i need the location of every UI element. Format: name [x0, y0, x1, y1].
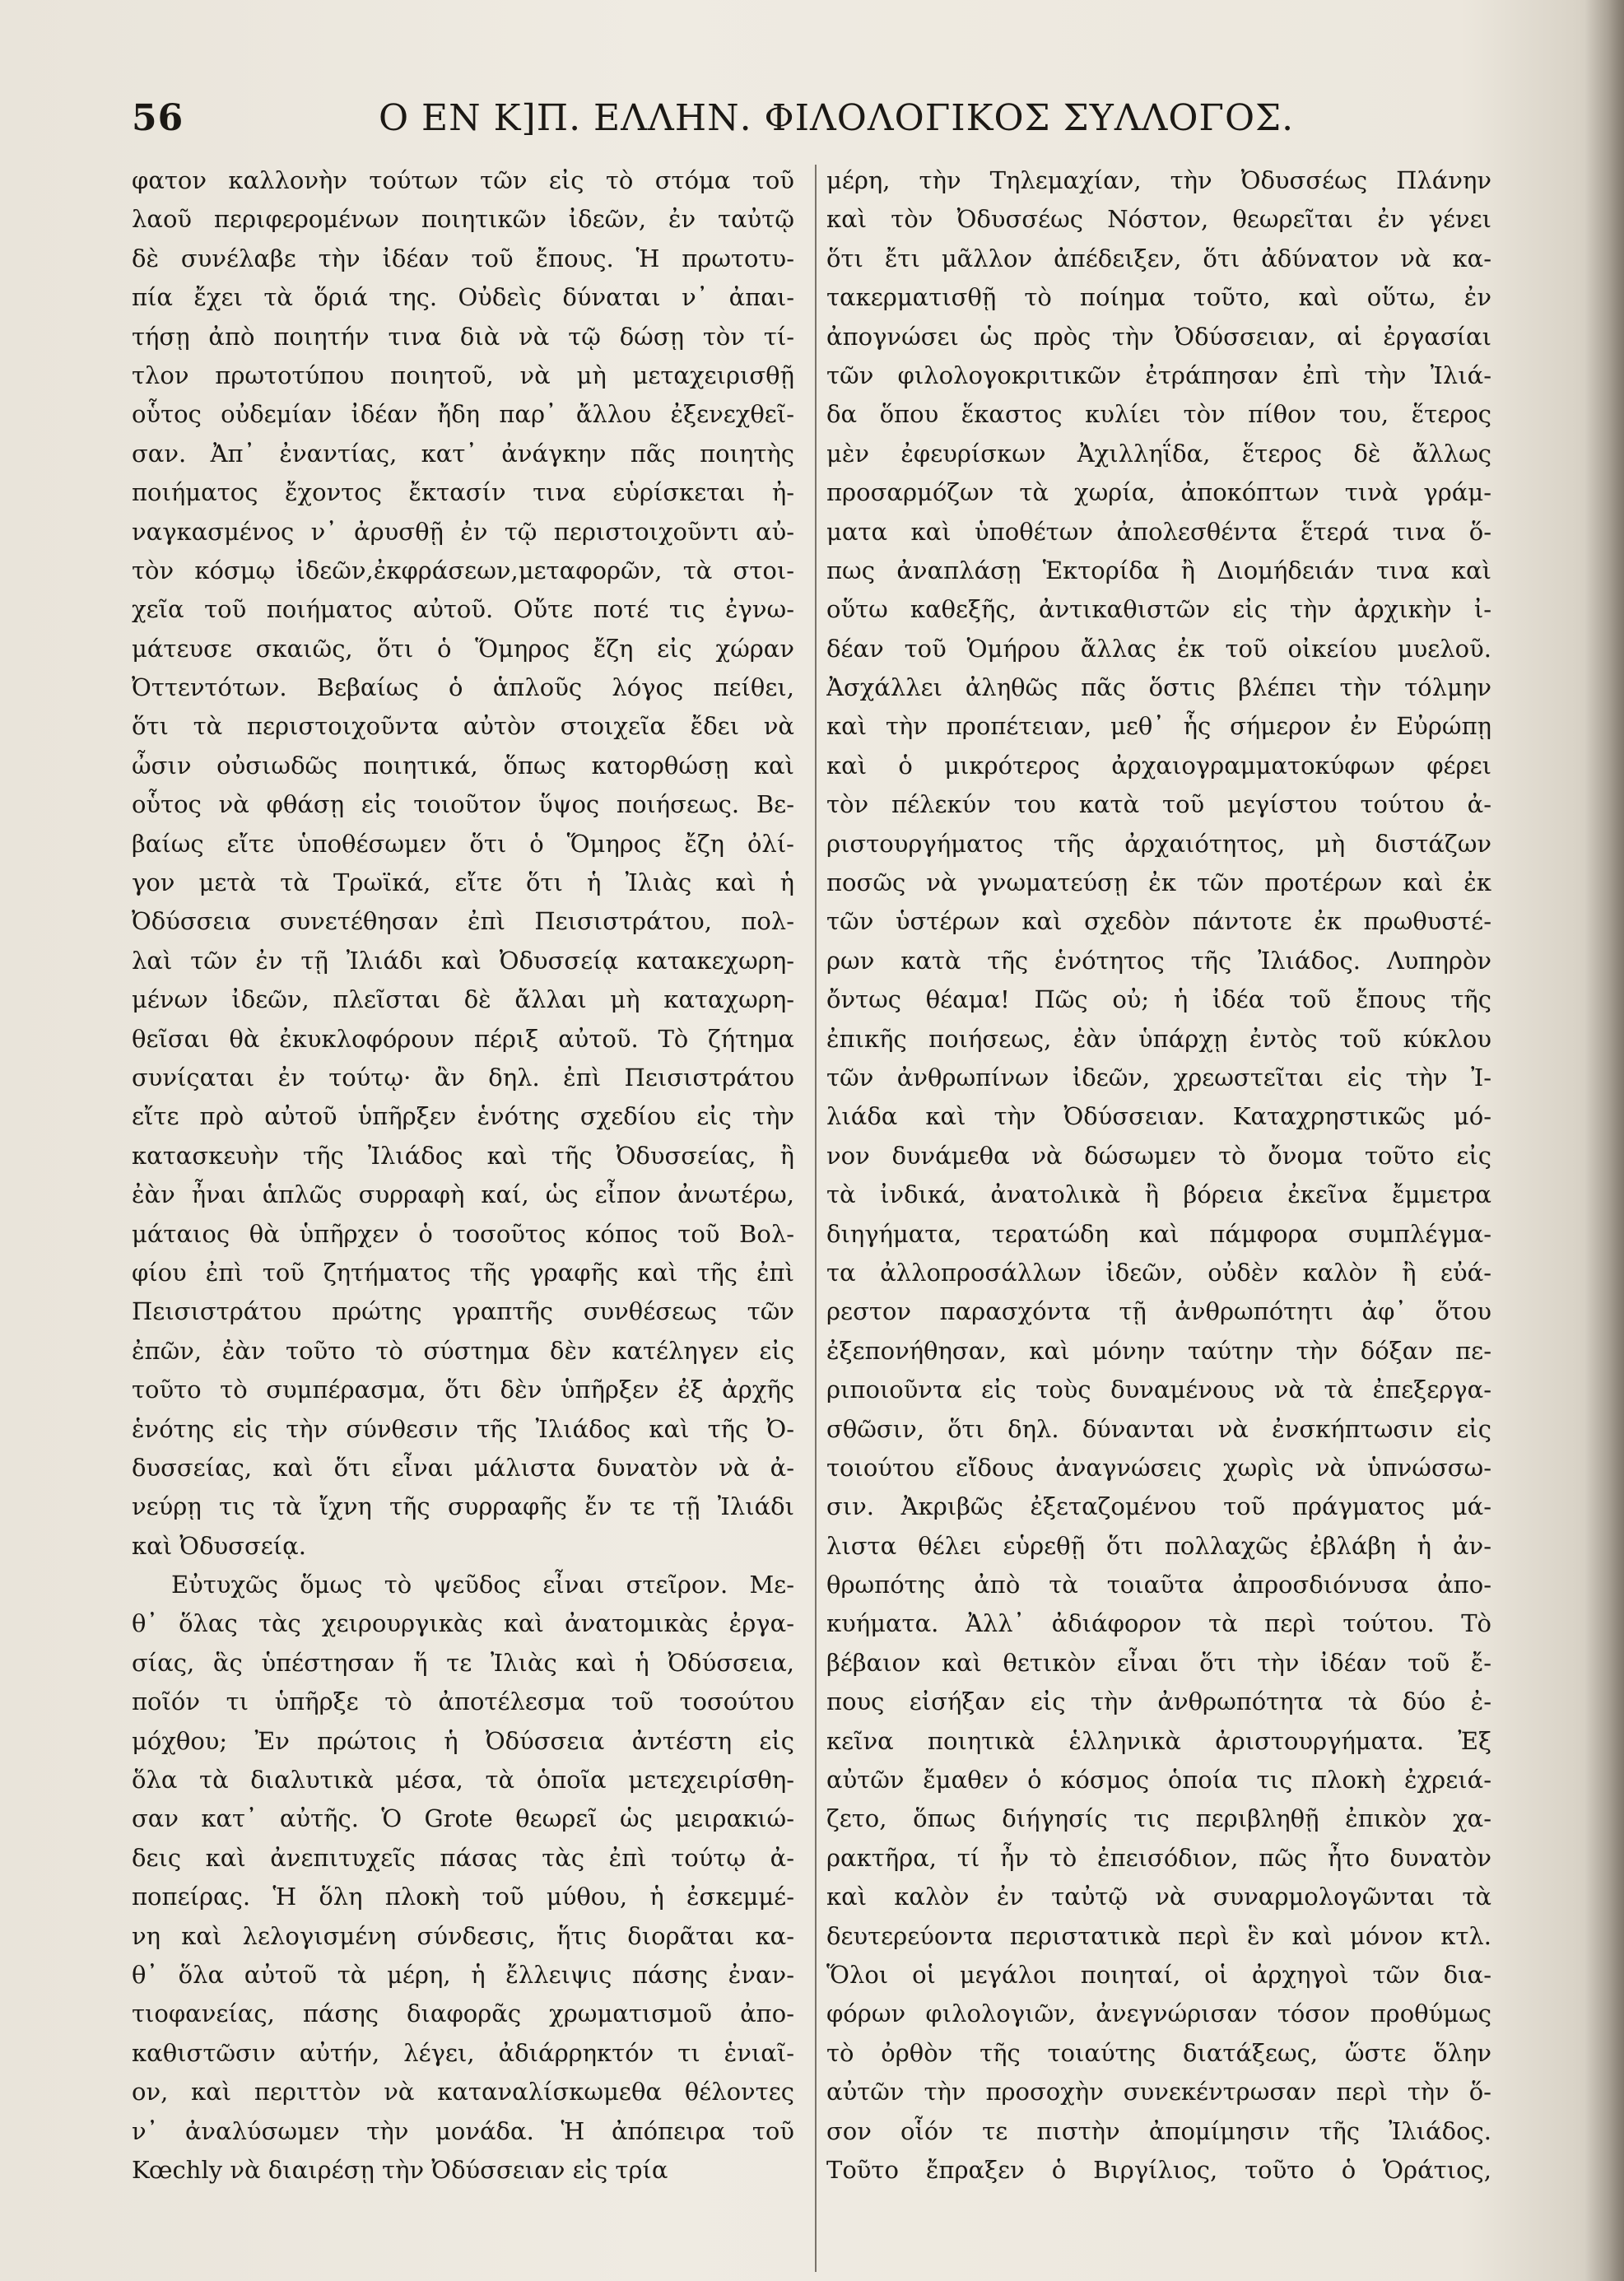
text-line: ρεστον παρασχόντα τῇ ἀνθρωπότητι ἀφ᾽ ὅτου	[826, 1297, 1491, 1326]
text-line: τιοφανείας, πάσης διαφορᾶς χρωματισμοῦ ἀπο-	[132, 1999, 794, 2028]
text-line: τοιούτου εἴδους ἀναγνώσεις χωρὶς νὰ ὑπνώσσω-	[826, 1453, 1491, 1482]
text-line: ρων κατὰ τῆς ἑνότητος τῆς Ἰλιάδος. Λυπηρὸν	[826, 946, 1491, 975]
column-divider	[815, 165, 817, 2272]
text-line: ἐπικῆς ποιήσεως, ἐὰν ὑπάρχῃ ἐντὸς τοῦ κύκλου	[826, 1024, 1491, 1053]
text-line: μέρη, τὴν Τηλεμαχίαν, τὴν Ὀδυσσέως Πλάνην	[826, 166, 1491, 194]
text-line: ἐπῶν, ἐὰν τοῦτο τὸ σύστημα δὲν κατέληγεν εἰς	[132, 1336, 794, 1365]
text-line: Ἀσχάλλει ἀληθῶς πᾶς ὅστις βλέπει τὴν τόλμην	[826, 673, 1491, 702]
text-line: ρακτῆρα, τί ἦν τὸ ἐπεισόδιον, πῶς ἦτο δυνατὸν	[826, 1843, 1491, 1872]
text-line: Ὀττεντότων. Βεβαίως ὁ ἁπλοῦς λόγος πείθει,	[132, 673, 794, 702]
text-line: Πεισιστράτου πρώτης γραπτῆς συνθέσεως τῶν	[132, 1297, 794, 1326]
text-line: ριστουργήματος τῆς ἀρχαιότητος, μὴ διστάζων	[826, 829, 1491, 858]
text-line: ὅτι τὰ περιστοιχοῦντα αὐτὸν στοιχεῖα ἔδει νὰ	[132, 712, 794, 741]
text-line: ριποιοῦντα εἰς τοὺς δυναμένους νὰ τὰ ἐπεξεργα-	[826, 1376, 1491, 1404]
text-line: δὲ συνέλαβε τὴν ἰδέαν τοῦ ἔπους. Ἡ πρωτοτυ-	[132, 244, 794, 272]
text-line: τῶν ὑστέρων καὶ σχεδὸν πάντοτε ἐκ πρωθυστέ-	[826, 907, 1491, 936]
text-line: σαν κατ᾽ αὐτῆς. Ὁ Grote θεωρεῖ ὡς μειρακιώ-	[132, 1804, 794, 1833]
text-line: ἑνότης εἰς τὴν σύνθεσιν τῆς Ἰλιάδος καὶ τῆς Ὀ-	[132, 1414, 794, 1443]
text-line: θρωπότης ἀπὸ τὰ τοιαῦτα ἀπροσδιόνυσα ἀπο-	[826, 1571, 1491, 1599]
text-line: Ὅλοι οἱ μεγάλοι ποιηταί, οἱ ἀρχηγοὶ τῶν δια-	[826, 1960, 1491, 1989]
text-line: ὅλα τὰ διαλυτικὰ μέσα, τὰ ὁποῖα μετεχειρίσθη-	[132, 1766, 794, 1795]
text-line: δεις καὶ ἀνεπιτυχεῖς πάσας τὰς ἐπὶ τούτῳ ἀ-	[132, 1843, 794, 1872]
text-line: ποπείρας. Ἡ ὅλη πλοκὴ τοῦ μύθου, ἡ ἐσκεμμέ-	[132, 1883, 794, 1911]
text-line: Kœchly νὰ διαιρέσῃ τὴν Ὀδύσσειαν εἰς τρία	[132, 2155, 668, 2184]
text-line: σθῶσιν, ὅτι δηλ. δύνανται νὰ ἐνσκήπτωσιν εἰς	[826, 1414, 1491, 1443]
text-line: ζετο, ὅπως διήγησίς τις περιβληθῇ ἐπικὸν χα-	[826, 1804, 1491, 1833]
text-line: ποιήματος ἔχοντος ἔκτασίν τινα εὑρίσκεται ἠ-	[132, 478, 794, 507]
text-line: κυήματα. Ἀλλ᾽ ἀδιάφορον τὰ περὶ τούτου. Τὸ	[826, 1609, 1491, 1638]
text-line: μάτευσε σκαιῶς, ὅτι ὁ Ὅμηρος ἔζη εἰς χώραν	[132, 634, 794, 663]
text-line: τα ἀλλοπροσάλλων ἰδεῶν, οὐδὲν καλὸν ἢ εὐά-	[826, 1258, 1491, 1287]
text-line: σιν. Ἀκριβῶς ἐξεταζομένου τοῦ πράγματος μά-	[826, 1492, 1491, 1521]
text-line: γον μετὰ τὰ Τρωϊκά, εἴτε ὅτι ἡ Ἰλιὰς καὶ ἡ	[132, 868, 794, 897]
text-line: καθιστῶσιν αὐτήν, λέγει, ἀδιάρρηκτόν τι ἑνιαῖ-	[132, 2038, 794, 2067]
text-line: δέαν τοῦ Ὁμήρου ἄλλας ἐκ τοῦ οἰκείου μυελοῦ.	[826, 634, 1491, 663]
text-line: ἀπογνώσει ὡς πρὸς τὴν Ὀδύσσειαν, αἱ ἐργασίαι	[826, 322, 1491, 351]
text-line: δυσσείας, καὶ ὅτι εἶναι μάλιστα δυνατὸν νὰ ἀ-	[132, 1453, 794, 1482]
text-line: καὶ Ὀδυσσείᾳ.	[132, 1531, 306, 1560]
page-number: 56	[132, 97, 184, 139]
text-line: καὶ καλὸν ἐν ταὐτῷ νὰ συναρμολογῶνται τὰ	[826, 1883, 1491, 1911]
text-line: εἴτε πρὸ αὐτοῦ ὑπῆρξεν ἑνότης σχεδίου εἰς τὴν	[132, 1102, 794, 1131]
page-fold-shadow	[1584, 0, 1624, 2281]
text-line: λιστα θέλει εὑρεθῇ ὅτι πολλαχῶς ἐβλάβη ἡ ἀν-	[826, 1531, 1491, 1560]
text-line: μάταιος θὰ ὑπῆρχεν ὁ τοσοῦτος κόπος τοῦ Βολ-	[132, 1219, 794, 1248]
text-line: τήσῃ ἀπὸ ποιητήν τινα διὰ νὰ τῷ δώσῃ τὸν τί-	[132, 322, 794, 351]
text-line: ὅτι ἔτι μᾶλλον ἀπέδειξεν, ὅτι ἀδύνατον νὰ κα-	[826, 244, 1491, 272]
text-line: ἐξεπονήθησαν, καὶ μόνην ταύτην τὴν δόξαν πε-	[826, 1336, 1491, 1365]
text-line: τὸ ὀρθὸν τῆς τοιαύτης διατάξεως, ὥστε ὅλην	[826, 2038, 1491, 2067]
text-line: τοῦτο τὸ συμπέρασμα, ὅτι δὲν ὑπῆρξεν ἐξ ἀρχῆς	[132, 1376, 794, 1404]
text-line: κεῖνα ποιητικὰ ἑλληνικὰ ἀριστουργήματα. Ἐξ	[826, 1726, 1491, 1755]
text-line: Τοῦτο ἔπραξεν ὁ Βιργίλιος, τοῦτο ὁ Ὁράτιος,	[826, 2155, 1491, 2184]
text-line: λαοῦ περιφερομένων ποιητικῶν ἰδεῶν, ἐν ταὐτῷ	[132, 205, 794, 234]
text-line: χεῖα τοῦ ποιήματος αὐτοῦ. Οὔτε ποτέ τις ἐγνω-	[132, 595, 794, 624]
running-title: Ο ΕΝ Κ]Π. ΕΛΛΗΝ. ΦΙΛΟΛΟΓΙΚΟΣ ΣΥΛΛΟΓΟΣ.	[379, 97, 1295, 139]
text-line: Ὀδύσσεια συνετέθησαν ἐπὶ Πεισιστράτου, πολ-	[132, 907, 794, 936]
text-line: τὸν κόσμῳ ἰδεῶν,ἐκφράσεων,μεταφορῶν, τὰ στοι-	[132, 556, 794, 584]
text-line: ματα καὶ ὑποθέτων ἀπολεσθέντα ἕτερά τινα ὅ-	[826, 517, 1491, 546]
text-line: ον, καὶ περιττὸν νὰ καταναλίσκωμεθα θέλοντες	[132, 2078, 794, 2106]
text-line: ποσῶς νὰ γνωματεύσῃ ἐκ τῶν προτέρων καὶ ἐκ	[826, 868, 1491, 897]
text-line: αὐτῶν τὴν προσοχὴν συνεκέντρωσαν περὶ τὴν ὅ-	[826, 2078, 1491, 2106]
text-line: ὦσιν οὐσιωδῶς ποιητικά, ὅπως κατορθώσῃ καὶ	[132, 751, 794, 780]
text-line: αὐτῶν ἔμαθεν ὁ κόσμος ὁποία τις πλοκὴ ἐχρειά-	[826, 1766, 1491, 1795]
text-line: φίου ἐπὶ τοῦ ζητήματος τῆς γραφῆς καὶ τῆς ἐπὶ	[132, 1258, 794, 1287]
page-header	[132, 97, 1465, 147]
text-line: μὲν ἐφευρίσκων Ἀχιλληΐδα, ἕτερος δὲ ἄλλως	[826, 439, 1491, 468]
text-line: πους εἰσήξαν εἰς τὴν ἀνθρωπότητα τὰ δύο ἐ-	[826, 1687, 1491, 1716]
text-line: πως ἀναπλάσῃ Ἑκτορίδα ἢ Διομήδειάν τινα καὶ	[826, 556, 1491, 584]
text-line: μένων ἰδεῶν, πλεῖσται δὲ ἄλλαι μὴ καταχωρη-	[132, 985, 794, 1014]
text-line: διηγήματα, τερατώδη καὶ πάμφορα συμπλέγμα-	[826, 1219, 1491, 1248]
text-line: οὕτω καθεξῆς, ἀντικαθιστῶν εἰς τὴν ἀρχικὴν ἰ-	[826, 595, 1491, 624]
text-line: σαν. Ἀπ᾽ ἐναντίας, κατ᾽ ἀνάγκην πᾶς ποιητὴς	[132, 439, 794, 468]
text-line: ν᾽ ἀναλύσωμεν τὴν μονάδα. Ἡ ἀπόπειρα τοῦ	[132, 2116, 794, 2145]
text-line: λαὶ τῶν ἐν τῇ Ἰλιάδι καὶ Ὀδυσσείᾳ κατακεχωρη-	[132, 946, 794, 975]
text-line: τλον πρωτοτύπου ποιητοῦ, νὰ μὴ μεταχειρισθῇ	[132, 361, 794, 389]
text-line: ὄντως θέαμα! Πῶς οὐ; ἡ ἰδέα τοῦ ἔπους τῆς	[826, 985, 1491, 1014]
text-line: οὗτος νὰ φθάσῃ εἰς τοιοῦτον ὕψος ποιήσεως. Βε-	[132, 790, 794, 819]
right-column	[826, 161, 1491, 2190]
text-line: τῶν ἀνθρωπίνων ἰδεῶν, χρεωστεῖται εἰς τὴν Ἰ-	[826, 1063, 1491, 1092]
text-line: πία ἔχει τὰ ὅριά της. Οὐδεὶς δύναται ν᾽ ἀπαι-	[132, 283, 794, 312]
text-line: θ᾽ ὅλα αὐτοῦ τὰ μέρη, ἡ ἔλλειψις πάσης ἐναν-	[132, 1960, 794, 1989]
text-line: κατασκευὴν τῆς Ἰλιάδος καὶ τῆς Ὀδυσσείας, ἢ	[132, 1141, 794, 1170]
text-line: θ᾽ ὅλας τὰς χειρουργικὰς καὶ ἀνατομικὰς ἐργα-	[132, 1609, 794, 1638]
text-line: σίας, ἃς ὑπέστησαν ἥ τε Ἰλιὰς καὶ ἡ Ὀδύσσεια,	[132, 1648, 794, 1677]
text-line: βαίως εἴτε ὑποθέσωμεν ὅτι ὁ Ὅμηρος ἔζη ὀλί-	[132, 829, 794, 858]
text-line: τῶν φιλολογοκριτικῶν ἐτράπησαν ἐπὶ τὴν Ἰλιά-	[826, 361, 1491, 389]
text-line: τὸν πέλεκύν του κατὰ τοῦ μεγίστου τούτου ἀ-	[826, 790, 1491, 819]
left-column	[132, 161, 794, 2190]
text-line: ποῖόν τι ὑπῆρξε τὸ ἀποτέλεσμα τοῦ τοσούτου	[132, 1687, 794, 1716]
text-line: τὰ ἰνδικά, ἀνατολικὰ ἢ βόρεια ἐκεῖνα ἔμμετρα	[826, 1180, 1491, 1209]
text-line: φατον καλλονὴν τούτων τῶν εἰς τὸ στόμα τοῦ	[132, 166, 794, 194]
text-line: Εὐτυχῶς ὅμως τὸ ψεῦδος εἶναι στεῖρον. Με-	[171, 1571, 794, 1599]
text-line: βέβαιον καὶ θετικὸν εἶναι ὅτι τὴν ἰδέαν τοῦ ἔ-	[826, 1648, 1491, 1677]
text-line: θεῖσαι θὰ ἐκυκλοφόρουν πέριξ αὐτοῦ. Τὸ ζήτημα	[132, 1024, 794, 1053]
text-line: ναγκασμένος ν᾽ ἀρυσθῇ ἐν τῷ περιστοιχοῦντι αὐ-	[132, 517, 794, 546]
text-line: νον δυνάμεθα νὰ δώσωμεν τὸ ὄνομα τοῦτο εἰς	[826, 1141, 1491, 1170]
text-line: φόρων φιλολογιῶν, ἀνεγνώρισαν τόσον προθύμως	[826, 1999, 1491, 2028]
text-line: προσαρμόζων τὰ χωρία, ἀποκόπτων τινὰ γράμ-	[826, 478, 1491, 507]
text-line: νη καὶ λελογισμένη σύνδεσις, ἥτις διορᾶται κα-	[132, 1921, 794, 1950]
text-line: μόχθου; Ἐν πρώτοις ἡ Ὀδύσσεια ἀντέστη εἰς	[132, 1726, 794, 1755]
text-line: λιάδα καὶ τὴν Ὀδύσσειαν. Καταχρηστικῶς μό-	[826, 1102, 1491, 1131]
text-line: καὶ τὴν προπέτειαν, μεθ᾽ ἧς σήμερον ἐν Εὐρώπῃ	[826, 712, 1491, 741]
text-line: οὗτος οὐδεμίαν ἰδέαν ἤδη παρ᾽ ἄλλου ἐξενεχθεῖ-	[132, 400, 794, 429]
text-line: δευτερεύοντα περιστατικὰ περὶ ἓν καὶ μόνον κτλ.	[826, 1921, 1491, 1950]
text-line: καὶ ὁ μικρότερος ἀρχαιογραμματοκύφων φέρει	[826, 751, 1491, 780]
text-line: νεύρῃ τις τὰ ἴχνη τῆς συρραφῆς ἔν τε τῇ Ἰλιάδι	[132, 1492, 794, 1521]
text-line: σον οἷόν τε πιστὴν ἀπομίμησιν τῆς Ἰλιάδος.	[826, 2116, 1491, 2145]
text-line: δα ὅπου ἕκαστος κυλίει τὸν πίθον του, ἕτερος	[826, 400, 1491, 429]
text-line: συνίςαται ἐν τούτῳ· ἂν δηλ. ἐπὶ Πεισιστράτου	[132, 1063, 794, 1092]
text-line: τακερματισθῇ τὸ ποίημα τοῦτο, καὶ οὕτω, ἐν	[826, 283, 1491, 312]
text-line: καὶ τὸν Ὀδυσσέως Νόστον, θεωρεῖται ἐν γένει	[826, 205, 1491, 234]
text-line: ἐὰν ἦναι ἁπλῶς συρραφὴ καί, ὡς εἶπον ἀνωτέρω,	[132, 1180, 794, 1209]
